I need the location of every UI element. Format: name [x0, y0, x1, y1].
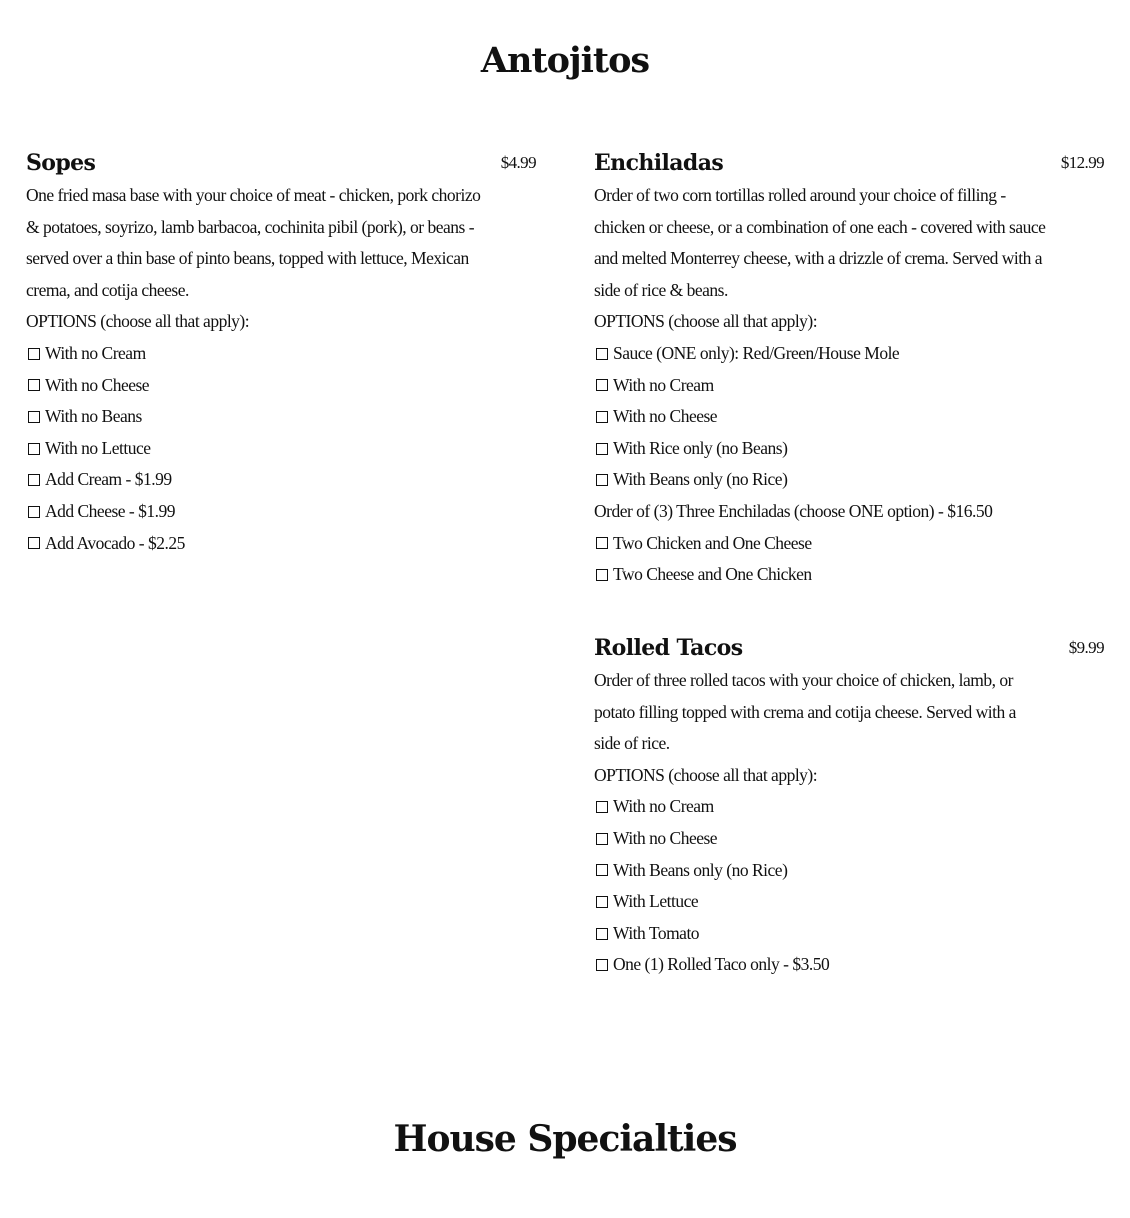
item-header [594, 633, 1104, 663]
checkbox-icon[interactable] [596, 379, 608, 391]
option-checkbox-row[interactable] [26, 338, 536, 370]
checkbox-icon[interactable] [596, 443, 608, 455]
options-list [594, 528, 1104, 591]
option-label: With no Cream [45, 342, 146, 363]
option-label: With Beans only (no Rice) [613, 469, 788, 490]
checkbox-icon[interactable] [596, 833, 608, 845]
option-checkbox-row[interactable] [594, 918, 1104, 950]
section-title-antojitos: Antojitos [480, 40, 650, 81]
checkbox-icon[interactable] [28, 348, 40, 360]
option-label: Add Avocado - $2.25 [45, 532, 185, 553]
option-checkbox-row[interactable] [26, 370, 536, 402]
option-checkbox-row[interactable] [594, 559, 1104, 591]
option-checkbox-row[interactable] [26, 401, 536, 433]
option-label: With no Cream [613, 374, 714, 395]
option-label: With no Beans [45, 406, 142, 427]
item-price: $9.99 [1068, 638, 1104, 657]
options-header: OPTIONS (choose all that apply): [594, 311, 818, 332]
checkbox-icon[interactable] [596, 569, 608, 581]
option-checkbox-row[interactable] [594, 791, 1104, 823]
option-label: One (1) Rolled Taco only - $3.50 [613, 954, 830, 975]
item-name: Rolled Tacos [594, 635, 743, 661]
option-label: With Beans only (no Rice) [613, 859, 788, 880]
item-price: $12.99 [1060, 153, 1104, 172]
item-description: Order of three rolled tacos with your choice of chicken, lamb, or potato filling topped with crema and cotija cheese. Served with a side of rice. [594, 670, 1016, 754]
option-label: Sauce (ONE only): Red/Green/House Mole [613, 342, 900, 363]
checkbox-icon[interactable] [28, 411, 40, 423]
checkbox-icon[interactable] [28, 506, 40, 518]
menu-item-rolled-tacos [594, 633, 1104, 981]
option-label: With Rice only (no Beans) [613, 437, 788, 458]
checkbox-icon[interactable] [28, 379, 40, 391]
option-checkbox-row[interactable] [26, 464, 536, 496]
checkbox-icon[interactable] [596, 537, 608, 549]
option-label: With Tomato [613, 922, 700, 943]
options-header: OPTIONS (choose all that apply): [594, 764, 818, 785]
item-header [26, 148, 536, 178]
option-label: Two Cheese and One Chicken [613, 564, 812, 585]
item-header [594, 148, 1104, 178]
option-checkbox-row[interactable] [594, 949, 1104, 981]
option-checkbox-row[interactable] [594, 528, 1104, 560]
option-checkbox-row[interactable] [26, 496, 536, 528]
options-header: OPTIONS (choose all that apply): [26, 311, 250, 332]
option-label: Add Cream - $1.99 [45, 469, 172, 490]
option-checkbox-row[interactable] [26, 433, 536, 465]
checkbox-icon[interactable] [596, 801, 608, 813]
option-label: With no Cheese [45, 374, 150, 395]
checkbox-icon[interactable] [596, 411, 608, 423]
options-list [594, 791, 1104, 981]
section-title-house-specialties: House Specialties [393, 1118, 737, 1160]
checkbox-icon[interactable] [596, 928, 608, 940]
option-label: With no Cream [613, 796, 714, 817]
option-checkbox-row[interactable] [26, 528, 536, 560]
option-checkbox-row[interactable] [594, 464, 1104, 496]
options-list [594, 338, 1104, 496]
checkbox-icon[interactable] [28, 474, 40, 486]
checkbox-icon[interactable] [28, 443, 40, 455]
option-label: With no Cheese [613, 827, 718, 848]
option-label: Two Chicken and One Cheese [613, 532, 812, 553]
checkbox-icon[interactable] [596, 864, 608, 876]
option-label: With Lettuce [613, 891, 699, 912]
option-checkbox-row[interactable] [594, 823, 1104, 855]
item-name: Sopes [26, 150, 96, 176]
option-checkbox-row[interactable] [594, 855, 1104, 887]
checkbox-icon[interactable] [596, 474, 608, 486]
checkbox-icon[interactable] [596, 348, 608, 360]
option-checkbox-row[interactable] [594, 886, 1104, 918]
option-label: With no Lettuce [45, 437, 151, 458]
option-label: Add Cheese - $1.99 [45, 500, 176, 521]
checkbox-icon[interactable] [596, 959, 608, 971]
option-checkbox-row[interactable] [594, 338, 1104, 370]
checkbox-icon[interactable] [28, 537, 40, 549]
option-checkbox-row[interactable] [594, 401, 1104, 433]
option-label: With no Cheese [613, 406, 718, 427]
option-checkbox-row[interactable] [594, 433, 1104, 465]
menu-item-enchiladas [594, 148, 1104, 591]
item-price: $4.99 [500, 153, 536, 172]
checkbox-icon[interactable] [596, 896, 608, 908]
options-list [26, 338, 536, 559]
item-name: Enchiladas [594, 150, 724, 176]
menu-item-sopes [26, 148, 536, 559]
item-description: Order of two corn tortillas rolled around your choice of filling - chicken or cheese, or a combination of one each - covered with sauce and melted Monterrey cheese, with a drizzle of crema. Served with a side of rice & beans. [594, 185, 1046, 300]
item-description: One fried masa base with your choice of meat - chicken, pork chorizo & potatoes, soyrizo, lamb barbacoa, cochinita pibil (pork), or beans - served over a thin base of pinto beans, topped with lettuce, Mexican crema, and cotija cheese. [26, 185, 481, 300]
option-checkbox-row[interactable] [594, 370, 1104, 402]
three-enchiladas-header: Order of (3) Three Enchiladas (choose ONE option) - $16.50 [594, 500, 993, 521]
